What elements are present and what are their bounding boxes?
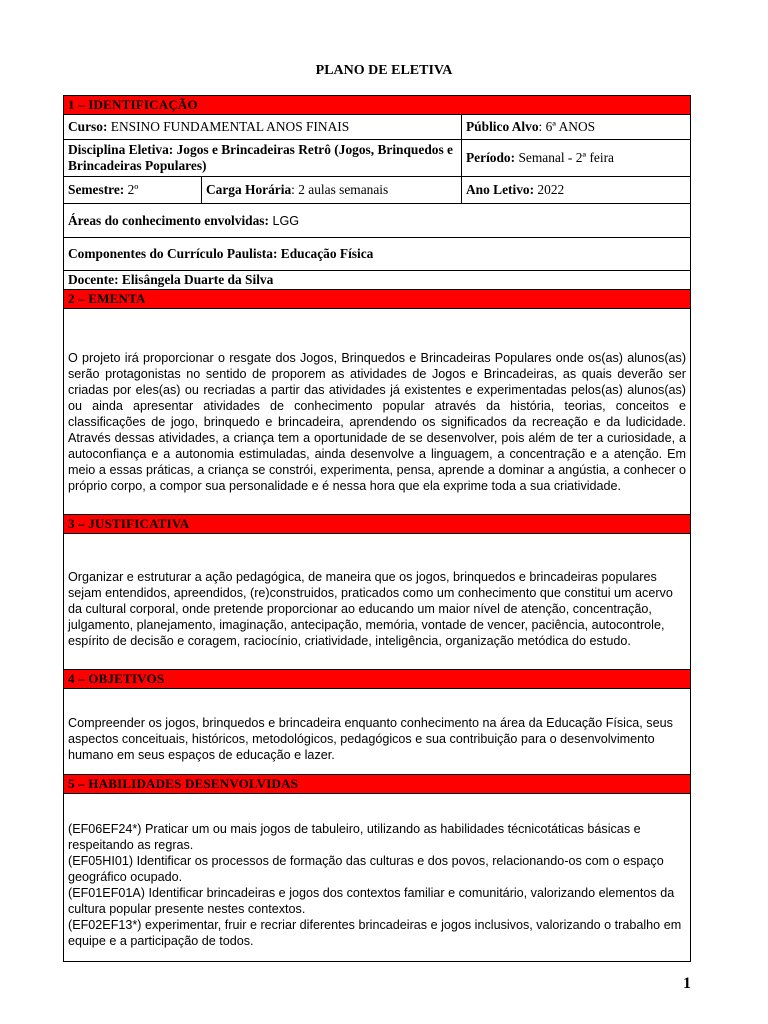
section-header-identificacao: 1 – IDENTIFICAÇÃO [64, 96, 691, 115]
publico-cell [462, 115, 691, 140]
carga-label: Carga Horária [206, 182, 292, 197]
ano-cell [462, 177, 691, 204]
habilidade-item: (EF06EF24*) Praticar um ou mais jogos de tabuleiro, utilizando as habilidades técnicotáticas básicas e respeitando as regras. [68, 822, 641, 852]
objetivos-text: Compreender os jogos, brinquedos e brincadeira enquanto conhecimento na área da Educação Física, seus aspectos conceituais, históricos, metodológicos, pedagógicos e sua contribuição para o desenvolvimento humano em seus espaços de educação e lazer. [64, 689, 691, 775]
justificativa-text: Organizar e estruturar a ação pedagógica, de maneira que os jogos, brinquedos e brincadeiras populares sejam entendidos, apreendidos, (re)construidos, praticados como um conhecimento que constitui um acervo da cultural corporal, onde pretende proporcionar ao educando um maior nível de atenção, concentração, julgamento, planejamento, imaginação, antecipação, memória, vontade de vencer, paciência, autocontrole, espírito de decisão e coragem, raciocínio, criatividade, inteligência, organização metódica do estudo. [64, 534, 691, 670]
areas-label: Áreas do conhecimento envolvidas: [68, 212, 269, 228]
publico-label: Público Alvo [466, 119, 539, 134]
page-number: 1 [683, 975, 691, 992]
carga-cell [202, 177, 462, 204]
plan-table [63, 95, 691, 962]
carga-value: : 2 aulas semanais [291, 182, 389, 197]
document-title: PLANO DE ELETIVA [315, 63, 453, 78]
publico-value: : 6ª ANOS [538, 119, 596, 134]
section-header-justificativa: 3 – JUSTIFICATIVA [64, 515, 691, 534]
areas-value: LGG [268, 213, 300, 228]
curso-cell [64, 115, 462, 140]
ementa-text: O projeto irá proporcionar o resgate dos Jogos, Brinquedos e Brincadeiras Populares onde os(as) alunos(as) serão protagonistas no sentido de proporem as atividades de Jogos e Brincadeiras, as quais deverão ser criadas por eles(as) ou recriadas a partir das atividades já existentes e experimentadas pelos(as) alunos(as) ou ainda apresentar atividades de conhecimento popular através da história, teorias, conceitos e classificações de jogo, brinquedo e brincadeira, aprendendo os significados da recreação e da ludicidade. Através dessas atividades, a criança tem a oportunidade de se desenvolver, pois além de ter a curiosidade, a autoconfiança e a autonomia estimuladas, ainda desenvolve a linguagem, a concentração e a atenção. Em meio a essas práticas, a criança se constrói, experimenta, pensa, aprende a dominar a angústia, a conhecer o próprio corpo, a compor sua personalidade e é nessa hora que ela exprime toda a sua criatividade. [64, 309, 691, 515]
periodo-value: Semanal - 2ª feira [515, 150, 614, 165]
semestre-label: Semestre: [68, 182, 125, 197]
curso-value: ENSINO FUNDAMENTAL ANOS FINAIS [107, 119, 350, 134]
section-header-objetivos: 4 – OBJETIVOS [64, 670, 691, 689]
componentes-cell: Componentes do Currículo Paulista: Educação Física [64, 238, 691, 271]
disciplina-cell: Disciplina Eletiva: Jogos e Brincadeiras Retrô (Jogos, Brinquedos e Brincadeiras Populares) [64, 140, 462, 177]
habilidades-cell [64, 794, 691, 962]
areas-cell [64, 204, 691, 238]
docente-cell: Docente: Elisângela Duarte da Silva [64, 271, 691, 290]
habilidade-item: (EF02EF13*) experimentar, fruir e recriar diferentes brincadeiras e jogos inclusivos, valorizando o trabalho em equipe e a participação de todos. [68, 918, 682, 948]
periodo-label: Período: [466, 150, 516, 165]
section-header-ementa: 2 – EMENTA [64, 290, 691, 309]
periodo-cell [462, 140, 691, 177]
curso-label: Curso: [68, 119, 108, 134]
ano-label: Ano Letivo: [466, 182, 535, 197]
semestre-value: 2º [124, 182, 139, 197]
ano-value: 2022 [534, 182, 565, 197]
habilidade-item: (EF05HI01) Identificar os processos de formação das culturas e dos povos, relacionando-os com o espaço geográfico ocupado. [68, 854, 664, 884]
section-header-habilidades: 5 – HABILIDADES DESENVOLVIDAS [64, 775, 691, 794]
habilidade-item: (EF01EF01A) Identificar brincadeiras e jogos dos contextos familiar e comunitário, valorizando elementos da cultura popular presente nestes contextos. [68, 886, 675, 916]
semestre-cell [64, 177, 202, 204]
